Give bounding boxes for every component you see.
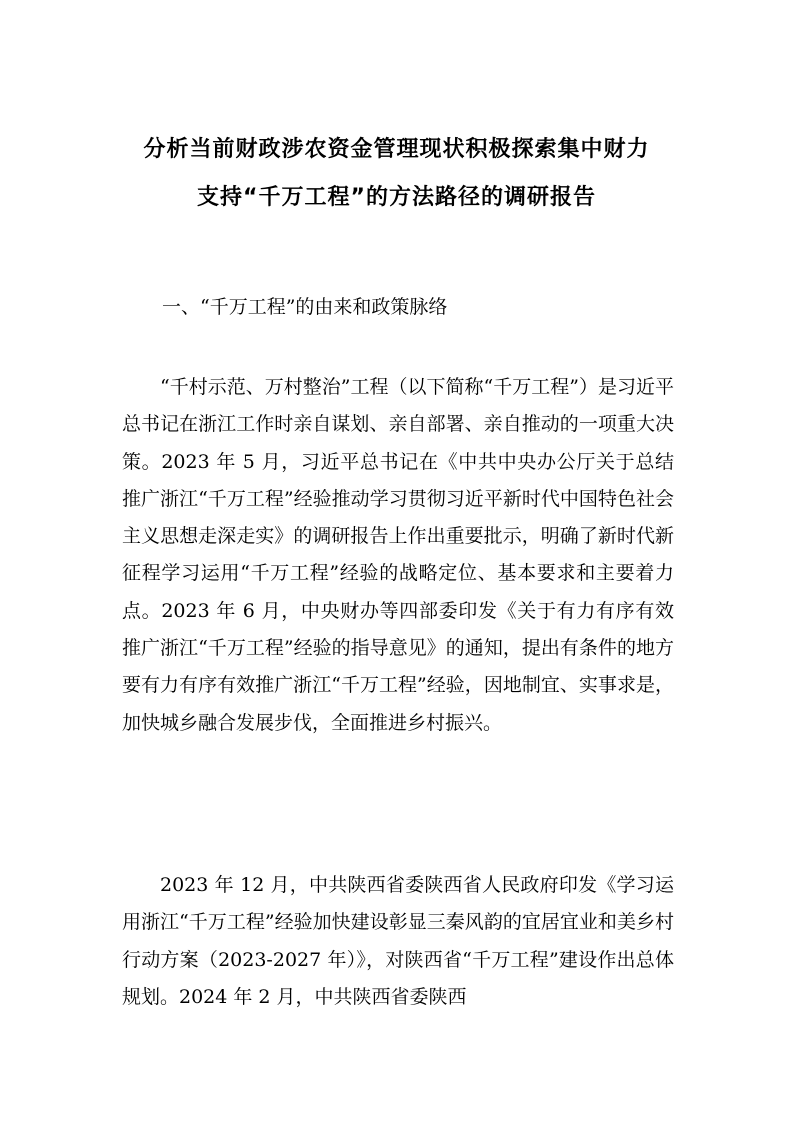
document-title-line-1: 分析当前财政涉农资金管理现状积极探索集中财力 [143, 137, 650, 162]
body-paragraph-1: “千村示范、万村整治”工程（以下简称“千万工程”）是习近平总书记在浙江工作时亲自谋划、亲自部署、亲自推动的一项重大决策。2023 年 5 月，习近平总书记在《中共中央办公厅关于总结推广浙江“千万工程”经验推动学习贯彻习近平新时代中国特色社会主义思想走深走实》的调研报告上作出重要批示，明确了新时代新征程学习运用“千万工程”经验的战略定位、基本要求和主要着力点。2023 年 6 月，中央财办等四部委印发《关于有力有序有效推广浙江“千万工程”经验的指导意见》的通知，提出有条件的地方要有力有序有效推广浙江“千万工程”经验，因地制宜、实事求是，加快城乡融合发展步伐，全面推进乡村振兴。 [122, 376, 674, 734]
section-heading: 一、“千万工程”的由来和政策脉络 [162, 296, 448, 318]
document-title-line-2: 支持“千万工程”的方法路径的调研报告 [197, 185, 596, 210]
body-paragraph-2: 2023 年 12 月，中共陕西省委陕西省人民政府印发《学习运用浙江“千万工程”经验加快建设彰显三秦风韵的宜居宜业和美乡村行动方案（2023-2027 年）》，对陕西省“千万工程”建设作出总体规划。2024 年 2 月，中共陕西省委陕西 [122, 874, 674, 1008]
